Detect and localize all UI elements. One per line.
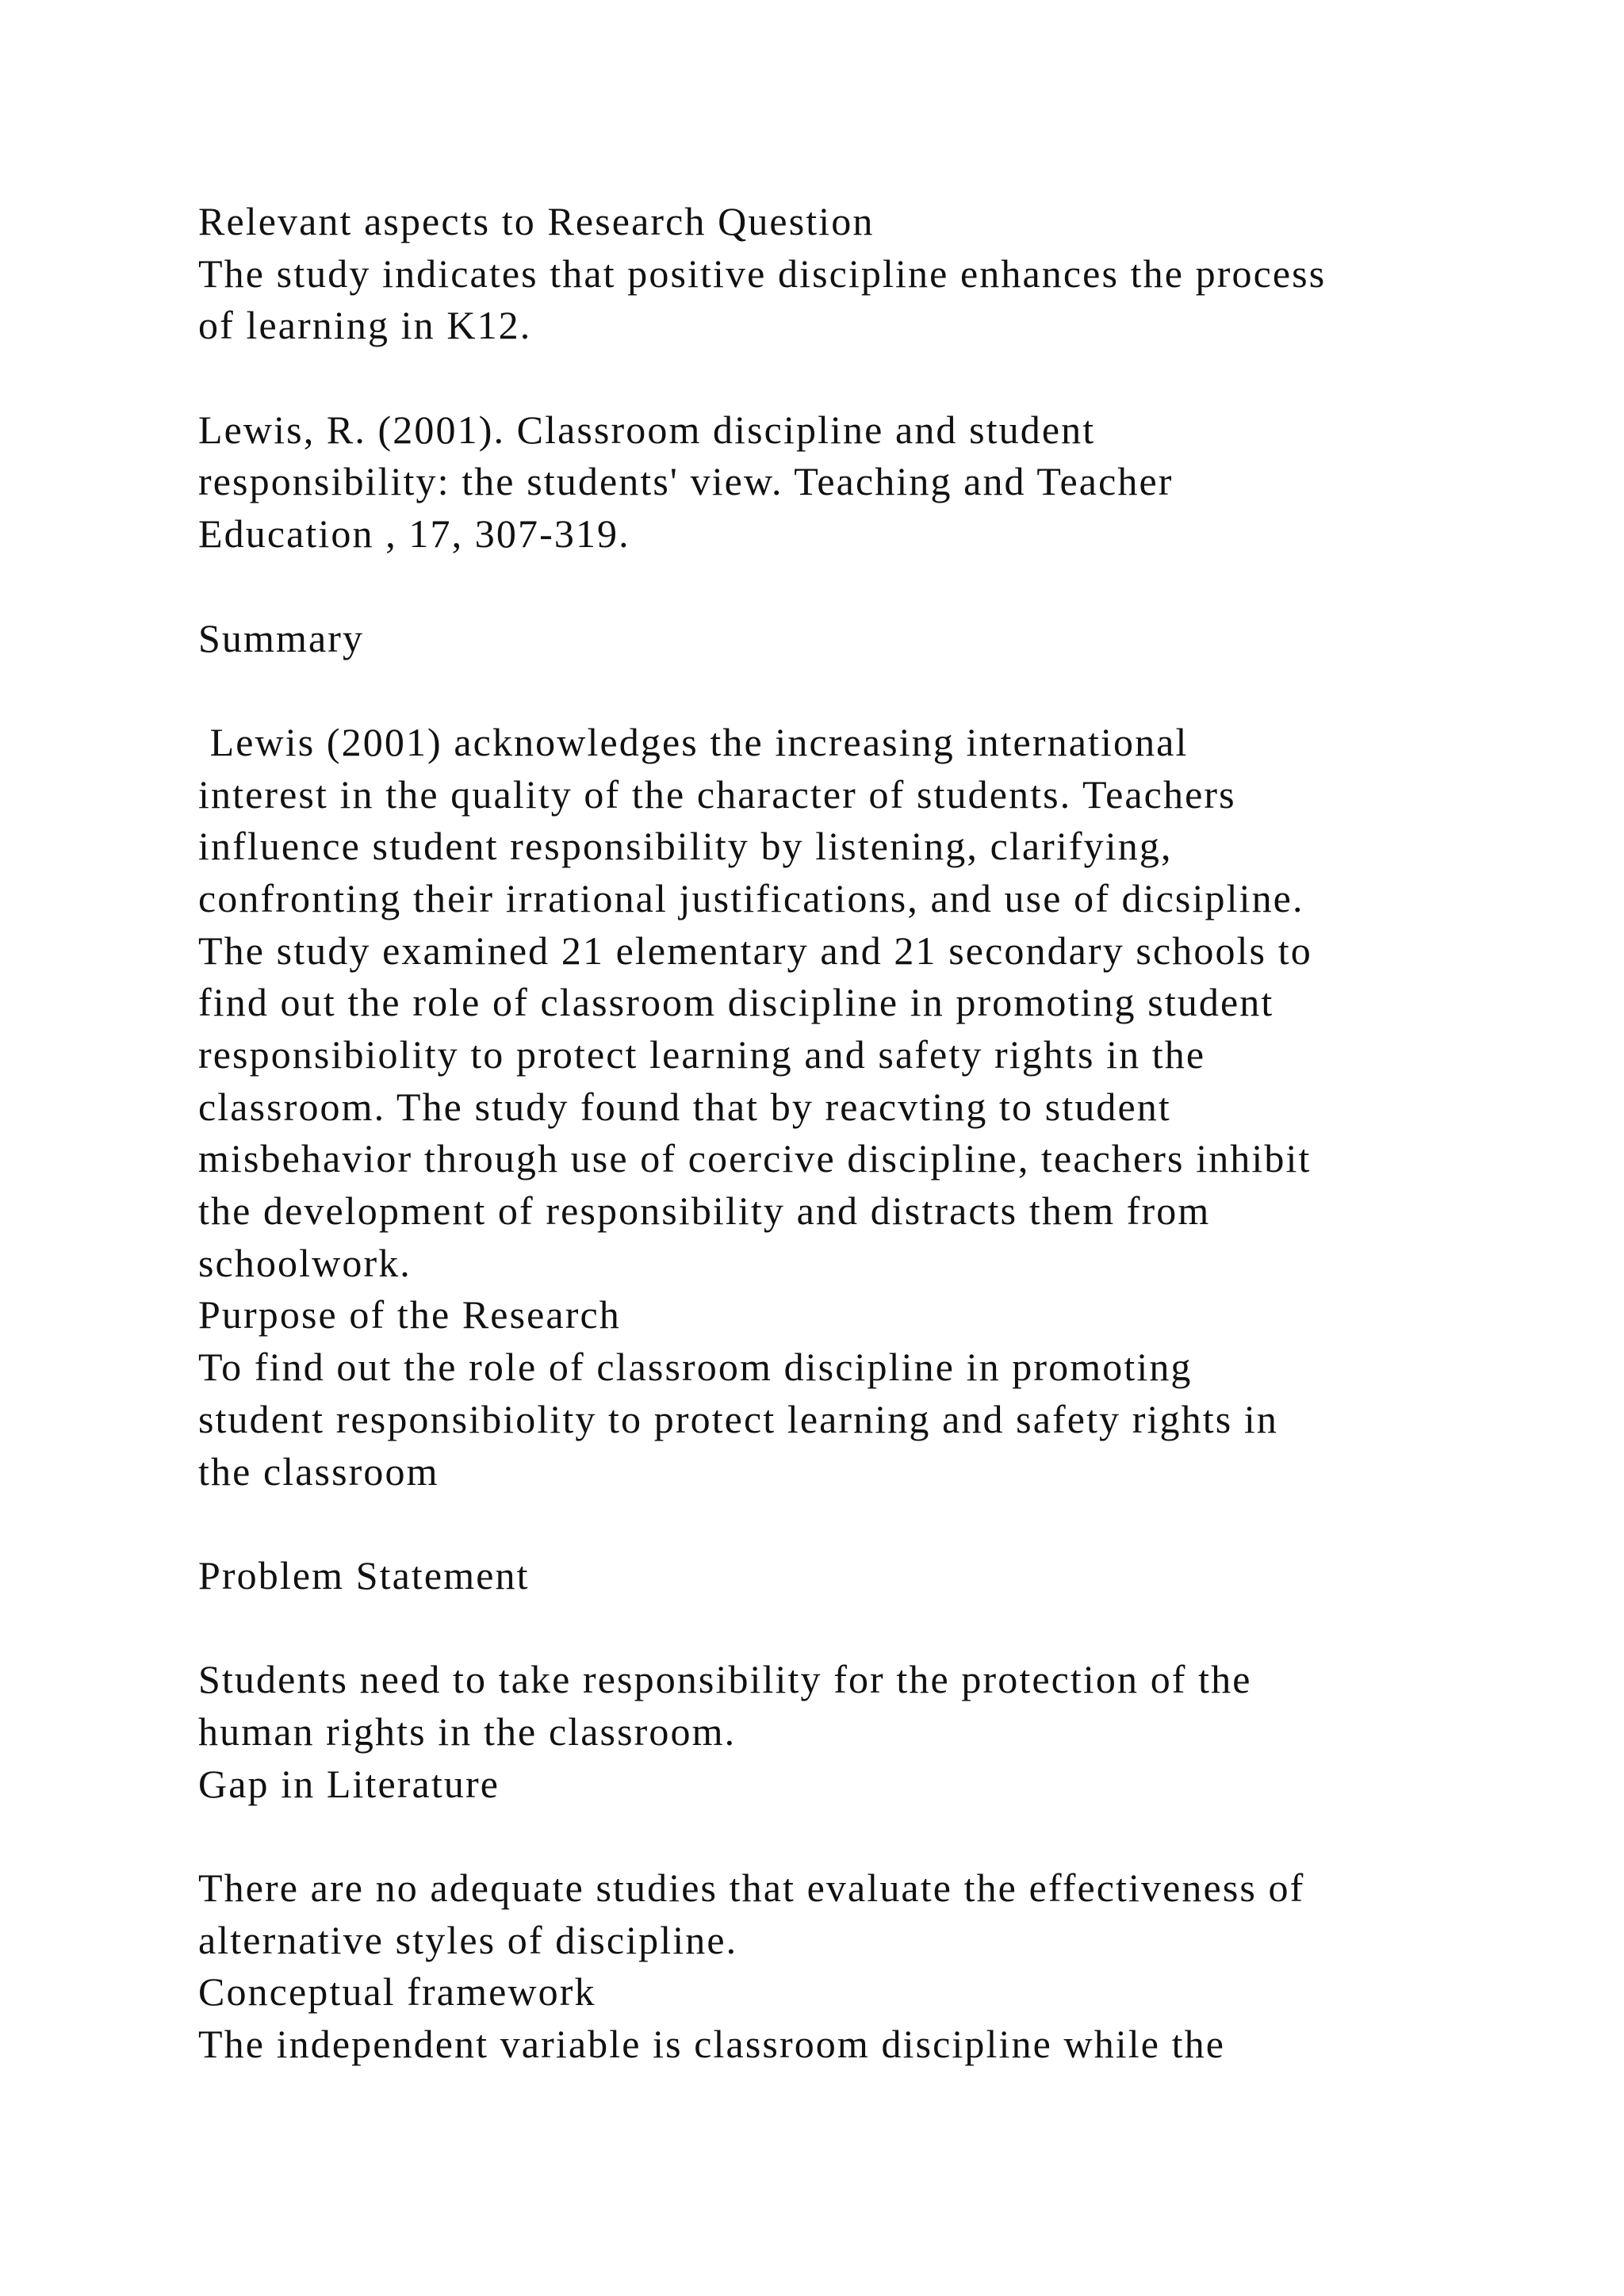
blank-line	[198, 1602, 1546, 1655]
text-line: of learning in K12.	[198, 303, 532, 348]
blank-line	[198, 352, 1546, 404]
text-line: The study indicates that positive discipline enhances the process	[198, 251, 1327, 296]
heading-purpose: Purpose of the Research	[198, 1292, 621, 1337]
purpose-line: student responsibiolity to protect learning and safety rights in	[198, 1396, 1278, 1441]
summary-line: confronting their irrational justifications, and use of dicsipline.	[198, 875, 1304, 920]
purpose-line: To find out the role of classroom discipline in promoting	[198, 1345, 1193, 1390]
heading-summary: Summary	[198, 615, 365, 660]
summary-line: responsibiolity to protect learning and safety rights in the	[198, 1032, 1206, 1077]
purpose-line: the classroom	[198, 1448, 439, 1494]
summary-line: Lewis (2001) acknowledges the increasing international	[198, 719, 1189, 764]
heading-gap-in-literature: Gap in Literature	[198, 1761, 500, 1806]
problem-line: Students need to take responsibility for the protection of the	[198, 1657, 1252, 1702]
citation-line: responsibility: the students' view. Teaching and Teacher	[198, 459, 1174, 504]
citation-line: Lewis, R. (2001). Classroom discipline and student	[198, 407, 1096, 452]
problem-line: human rights in the classroom.	[198, 1709, 737, 1754]
blank-line	[198, 1498, 1546, 1550]
blank-line	[198, 561, 1546, 613]
document-body	[198, 196, 1546, 2071]
gap-line: alternative styles of discipline.	[198, 1917, 738, 1962]
framework-line: The independent variable is classroom discipline while the	[198, 2022, 1226, 2067]
heading-conceptual-framework: Conceptual framework	[198, 1969, 596, 2015]
blank-line	[198, 664, 1546, 717]
summary-line: schoolwork.	[198, 1240, 412, 1285]
heading-problem-statement: Problem Statement	[198, 1552, 530, 1598]
summary-line: find out the role of classroom discipline in promoting student	[198, 980, 1274, 1025]
citation-line: Education , 17, 307-319.	[198, 511, 630, 557]
heading-relevant-aspects: Relevant aspects to Research Question	[198, 199, 875, 243]
summary-line: interest in the quality of the character of students. Teachers	[198, 771, 1236, 817]
summary-line: classroom. The study found that by reacvting to student	[198, 1084, 1171, 1129]
blank-line	[198, 1810, 1546, 1862]
gap-line: There are no adequate studies that evaluate the effectiveness of	[198, 1866, 1305, 1910]
summary-line: influence student responsibility by listening, clarifying,	[198, 824, 1173, 869]
summary-line: The study examined 21 elementary and 21 secondary schools to	[198, 928, 1312, 973]
summary-line: misbehavior through use of coercive discipline, teachers inhibit	[198, 1136, 1312, 1181]
summary-line: the development of responsibility and distracts them from	[198, 1188, 1211, 1234]
